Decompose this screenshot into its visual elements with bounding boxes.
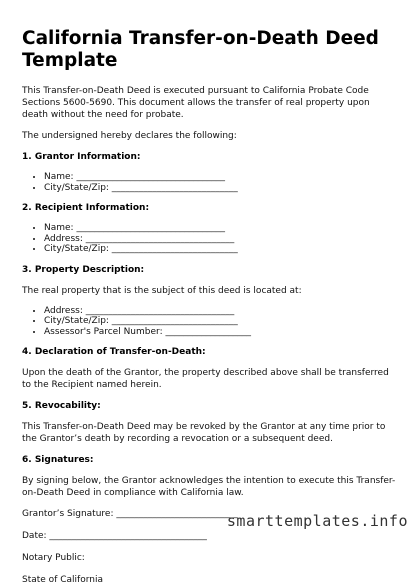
recipient-address-field: • Address: _________________________________	[44, 234, 398, 245]
grantor-section-heading: 1. Grantor Information:	[22, 152, 141, 162]
recipient-city-state-zip-field: • City/State/Zip: ____________________________	[44, 244, 398, 255]
revocability-section-heading: 5. Revocability:	[22, 401, 101, 411]
notary-public-line: Notary Public:	[22, 553, 85, 563]
property-section-heading: 3. Property Description:	[22, 264, 145, 275]
property-field-list	[22, 306, 398, 338]
transfer-section-heading: 4. Declaration of Transfer-on-Death:	[22, 347, 206, 357]
recipient-name-field: • Name: _________________________________	[44, 223, 398, 234]
property-description-text: The real property that is the subject of this deed is located at:	[22, 285, 302, 296]
intro-paragraph: This Transfer-on-Death Deed is executed pursuant to California Probate Code Sections 5600-5690. This document allows the transfer of real property upon death without the need for probate.	[22, 86, 370, 120]
property-city-state-zip-field: • City/State/Zip: ____________________________	[44, 316, 398, 327]
revocability-text: This Transfer-on-Death Deed may be revoked by the Grantor at any time prior to the Grantor’s death by recording a revocation or a subsequent deed.	[22, 422, 386, 444]
site-watermark: smarttemplates.info	[226, 512, 408, 530]
recipient-field-list	[22, 223, 398, 255]
recipient-section-heading: 2. Recipient Information:	[22, 203, 150, 213]
date-line: Date: ___________________________________	[22, 531, 207, 541]
signatures-section-heading: 6. Signatures:	[22, 455, 94, 465]
declaration-paragraph: The undersigned hereby declares the following:	[22, 131, 237, 141]
transfer-declaration-text: Upon the death of the Grantor, the property described above shall be transferred to the Recipient named herein.	[22, 368, 389, 390]
grantor-field-list	[22, 172, 398, 193]
state-line: State of California	[22, 575, 103, 585]
grantor-signature-line: Grantor’s Signature: ___________________________	[22, 509, 238, 519]
property-address-field: • Address: _________________________________	[44, 306, 398, 317]
grantor-name-field: • Name: _________________________________	[44, 172, 398, 183]
document-title: California Transfer-on-Death Deed Template	[22, 28, 379, 71]
signatures-text: By signing below, the Grantor acknowledges the intention to execute this Transfer-on-Death Deed in compliance with California law.	[22, 476, 396, 498]
assessor-parcel-number-field: • Assessor's Parcel Number: ___________________	[44, 327, 398, 338]
grantor-city-state-zip-field: • City/State/Zip: ____________________________	[44, 183, 398, 194]
